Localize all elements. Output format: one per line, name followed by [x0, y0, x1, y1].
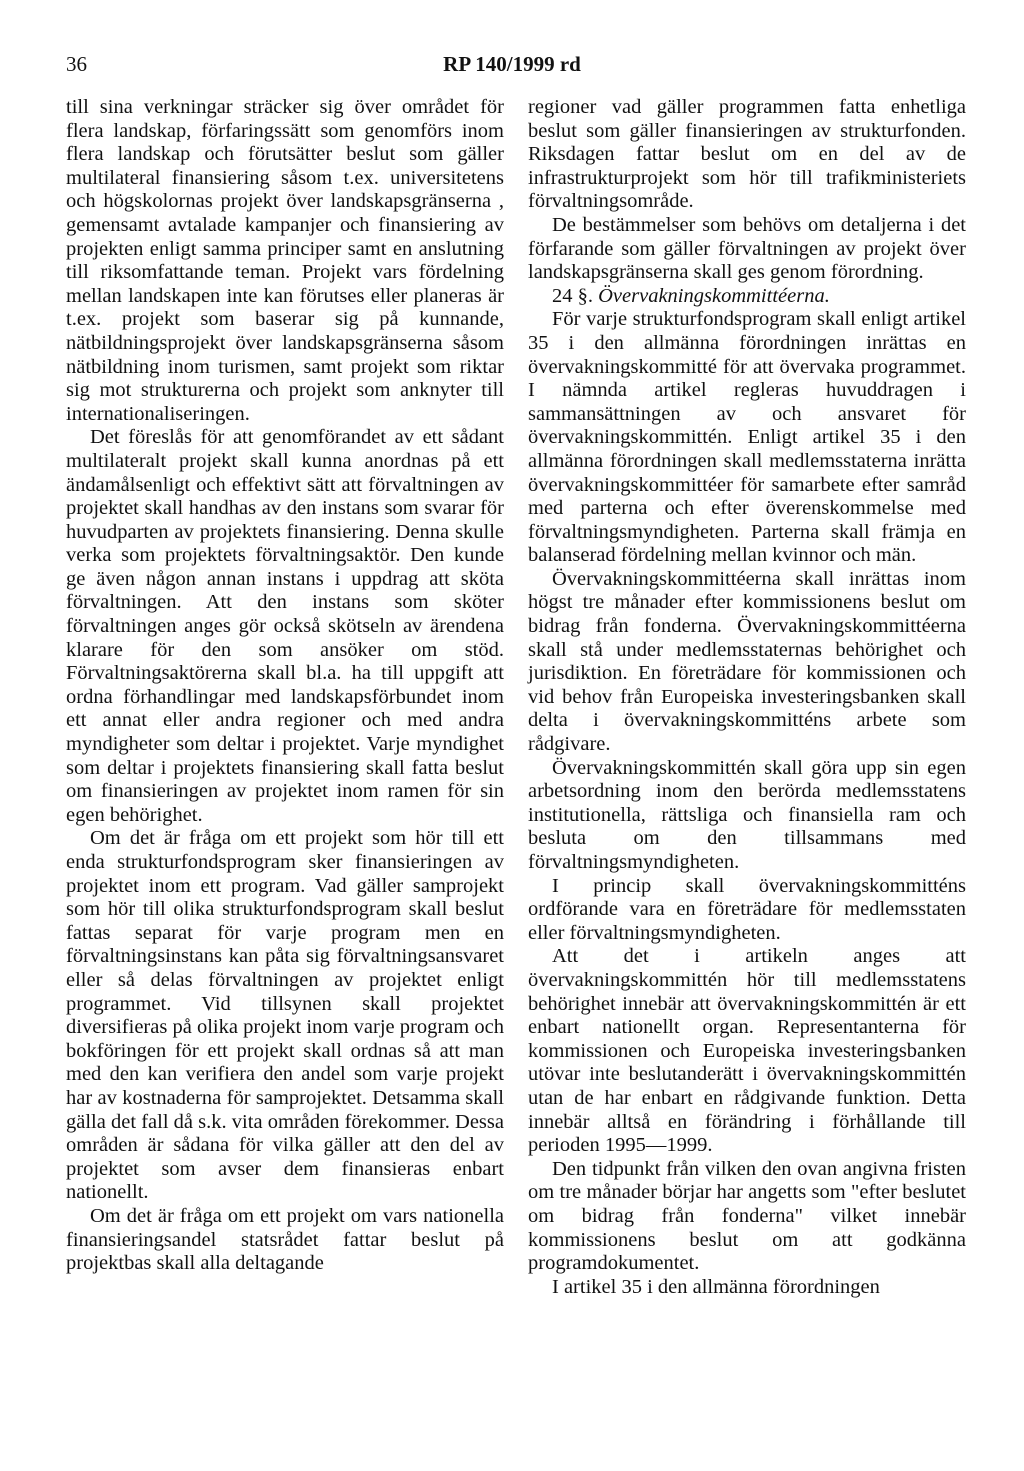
paragraph: till sina verkningar sträcker sig över området för flera landskap, förfaringssätt som genomförs inom flera landskap och förutsätter beslut som gäller multilateral finansiering såsom t.ex. universitetens och högskolornas projekt över landskapsgränserna , gemensamt avtalade kampanjer och finansiering av projekten enligt samma principer samt en anslutning till riksomfattande teman. Projekt vars fördelning mellan landskapen inte kan förutses eller planeras är t.ex. projekt som baserar sig på kunnande, nätbildningsprojekt över landskapsgränserna såsom nätbildning inom turismen, samt projekt som riktar sig mot strukturerna och projekt som anknyter till internationaliseringen. — [66, 96, 504, 425]
section-title: Övervakningskommittéerna. — [598, 284, 830, 307]
page-number: 36 — [66, 52, 87, 76]
paragraph: regioner vad gäller programmen fatta enhetliga beslut som gäller finansieringen av strukturfonden. Riksdagen fattar beslut om en del av de infrastrukturprojekt som hör till trafikministeriets förvaltningsområde. — [528, 96, 966, 213]
paragraph: Om det är fråga om ett projekt som hör till ett enda strukturfondsprogram sker finansieringen av projektet inom ett program. Vad gäller samprojekt som hör till olika strukturfondsprogram skall beslut fattas separat för varje program men en förvaltningsinstans kan påta sig förvaltningsansvaret eller så delas förvaltningen av projektet enligt programmet. Vid tillsynen skall projektet diversifieras på olika projekt inom varje program och bokföringen för ett projekt skall ordnas så att man med den kan verifiera den andel som varje projekt har av kostnaderna för samprojektet. Detsamma skall gälla det fall då s.k. vita områden förekommer. Dessa områden är sådana för vilka gäller att den del av projektet som avser dem finansieras enbart nationellt. — [66, 827, 504, 1204]
document-reference: RP 140/1999 rd — [443, 52, 581, 76]
paragraph: Övervakningskommittén skall göra upp sin egen arbetsordning inom den berörda medlemsstatens institutionella, rättsliga och finansiella ram och besluta om den tillsammans med förvaltningsmyndigheten. — [528, 756, 966, 873]
paragraph: Det föreslås för att genomförandet av ett sådant multilateralt projekt skall kunna anordnas på ett ändamålsenligt och effektivt sätt att förvaltningen av projektet skall handhas av den instans som svarar för huvudparten av projektets finansiering. Denna skulle verka som projektets förvaltningsaktör. Den kunde ge även någon annan instans i uppdrag att sköta förvaltningen. Att den instans som sköter förvaltningen anges gör också skötseln av ärendena klarare för den som ansöker om stöd. Förvaltningsaktörerna skall bl.a. ha till uppgift att ordna förhandlingar med landskapsförbundet inom ett annat eller andra regioner och med andra myndigheter som deltar i projektet. Varje myndighet som deltar i projektets finansiering skall fatta beslut om finansieringen av projektet inom ramen för sin egen behörighet. — [66, 426, 504, 826]
paragraph: Övervakningskommittéerna skall inrättas inom högst tre månader efter kommissionens beslut om bidrag från fonderna. Övervakningskommittéerna skall stå under medlemsstaternas behörighet och jurisdiktion. En företrädare för kommissionen och vid behov från Europeiska investeringsbanken skall delta i övervakningskommitténs arbete som rådgivare. — [528, 567, 966, 756]
paragraph: De bestämmelser som behövs om detaljerna i det förfarande som gäller förvaltningen av projekt över landskapsgränserna skall ges genom förordning. — [528, 213, 966, 284]
page-header — [66, 52, 958, 82]
paragraph: Den tidpunkt från vilken den ovan angivna fristen om tre månader börjar har angetts som "efter beslutet om bidrag från fonderna" vilket innebär kommissionens beslut om att godkänna programdokumentet. — [528, 1157, 966, 1275]
paragraph: Om det är fråga om ett projekt om vars nationella finansieringsandel statsrådet fattar beslut på projektbas skall alla deltagande — [66, 1204, 504, 1275]
section-number: 24 §. — [552, 284, 593, 307]
paragraph: I artikel 35 i den allmänna förordningen — [552, 1275, 880, 1298]
paragraph: I princip skall övervakningskommitténs ordförande vara en företrädare för medlemsstaten eller förvaltningsmyndigheten. — [528, 874, 966, 944]
section-heading — [528, 285, 966, 309]
paragraph: Att det i artikeln anges att övervakningskommittén hör till medlemsstatens behörighet innebär att övervakningskommittén är ett enbart nationellt organ. Representanterna för kommissionen och Europeiska investeringsbanken utövar inte beslutanderätt i övervakningskommittén utan de har enbart en rådgivande funktion. Detta innebär alltså en förändring i förhållande till perioden 1995—1999. — [528, 945, 966, 1157]
right-column — [528, 96, 966, 1299]
left-column — [66, 96, 504, 1276]
paragraph: För varje strukturfondsprogram skall enligt artikel 35 i den allmänna förordningen inrättas en övervakningskommitté för att övervaka programmet. I nämnda artikel regleras huvuddragen i sammansättningen av och ansvaret för övervakningskommittén. Enligt artikel 35 i den allmänna förordningen skall medlemsstaterna inrätta övervakningskommittéer för samarbete efter samråd med parterna och efter överenskommelse med förvaltningsmyndigheten. Parterna skall främja en balanserad fördelning mellan kvinnor och män. — [528, 308, 966, 567]
